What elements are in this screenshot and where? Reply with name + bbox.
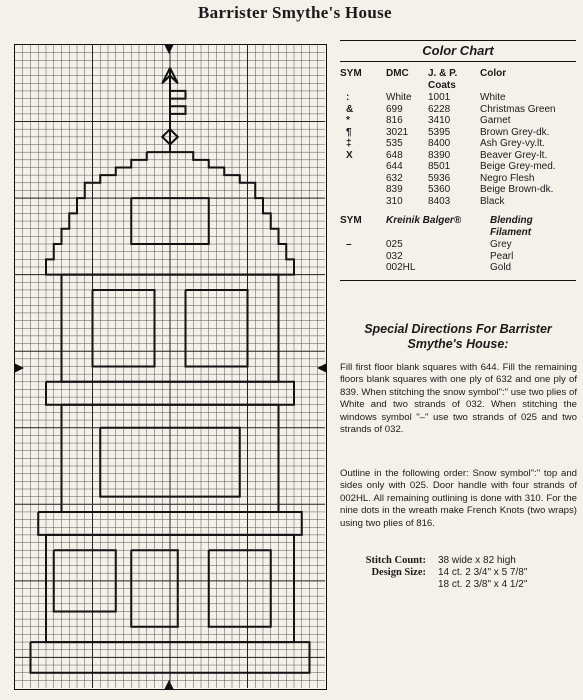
color-row-jp: 5936 [428, 172, 451, 184]
color-row-sym: : [346, 92, 350, 103]
stitch-count-value: 38 wide x 82 high [438, 555, 516, 566]
kreinik-row [340, 262, 576, 274]
color-row-color: Christmas Green [480, 103, 556, 115]
color-row [340, 92, 576, 104]
color-row-dmc: 839 [386, 184, 403, 195]
color-row-sym: ‡ [346, 138, 352, 149]
color-row-color: Ash Grey-vy.lt. [480, 138, 545, 149]
cross-stitch-chart [14, 44, 327, 690]
header-jp: J. & P. Coats [428, 68, 458, 91]
kreinik-header-brand: Kreinik Balger® [386, 215, 462, 226]
kreinik-row-name: Grey [490, 239, 512, 250]
center-arrow-right-icon [317, 363, 327, 373]
color-row-jp: 8403 [428, 195, 451, 207]
color-row-color: Garnet [480, 115, 511, 126]
kreinik-row [340, 251, 576, 263]
kreinik-table-header [340, 215, 576, 239]
color-row-sym [340, 173, 386, 185]
design-size-label: Design Size: [371, 567, 426, 578]
color-row [340, 173, 576, 185]
design-size-14ct: 14 ct. 2 3/4" x 5 7/8" [438, 567, 528, 578]
color-row-sym: ¶ [346, 126, 352, 138]
chart-grid [15, 45, 325, 688]
legend-divider [340, 280, 576, 281]
kreinik-row-sym [340, 251, 386, 263]
color-row-dmc: 3021 [386, 126, 409, 138]
design-size-18ct: 18 ct. 2 3/8" x 4 1/2" [438, 579, 528, 590]
kreinik-row [340, 239, 576, 251]
kreinik-row-code: 002HL [386, 262, 416, 273]
kreinik-row-name: Pearl [490, 250, 514, 262]
color-row-sym [340, 161, 386, 173]
color-row-sym: & [346, 103, 354, 115]
kreinik-header-sym: SYM [340, 215, 362, 226]
stitch-count-label: Stitch Count: [365, 555, 426, 566]
color-row-dmc: 648 [386, 149, 403, 161]
color-row [340, 196, 576, 208]
header-color: Color [480, 68, 507, 79]
color-row-jp: 8501 [428, 161, 451, 172]
color-row-dmc: 816 [386, 115, 403, 126]
stitch-info [340, 555, 577, 591]
center-arrow-top-icon [164, 44, 174, 54]
center-arrow-left-icon [14, 363, 24, 373]
kreinik-row-code: 032 [386, 250, 403, 262]
color-row-dmc: White [386, 92, 412, 103]
color-legend [340, 40, 576, 281]
color-row-color: Beige Grey-med. [480, 161, 556, 172]
color-row-sym: * [346, 115, 350, 126]
color-table-header [340, 62, 576, 92]
color-row-color: Beaver Grey-lt. [480, 149, 548, 161]
color-row-jp: 5395 [428, 126, 451, 138]
color-row-dmc: 632 [386, 172, 403, 184]
kreinik-row-code: 025 [386, 239, 403, 250]
color-row-jp: 1001 [428, 92, 451, 103]
color-table [340, 62, 576, 207]
color-row-jp: 5360 [428, 184, 451, 195]
kreinik-row-name: Gold [490, 262, 512, 273]
directions-paragraph-2: Outline in the following order: Snow symbol":" top and sides only with 025. Door handle with four strands of 002HL. All remaining outlining is done with 310. For the nine dots in the wreath make French Knots (two wraps) using two plies of 816. [340, 468, 577, 529]
color-row-sym: X [346, 149, 353, 161]
directions-title: Special Directions For Barrister Smythe's House: [364, 322, 552, 351]
color-row-jp: 3410 [428, 115, 451, 126]
color-chart-title: Color Chart [340, 40, 576, 62]
color-row-sym [340, 196, 386, 208]
color-row-dmc: 535 [386, 138, 403, 149]
color-row-jp: 8400 [428, 138, 451, 149]
color-row [340, 115, 576, 127]
pattern-title: Barrister Smythe's House [198, 3, 392, 22]
color-row-color: Black [480, 195, 505, 207]
color-row-color: Beige Brown-dk. [480, 184, 554, 195]
kreinik-row-sym: – [346, 239, 352, 250]
color-row-jp: 8390 [428, 149, 451, 161]
color-row [340, 104, 576, 116]
color-row [340, 161, 576, 173]
color-row-dmc: 644 [386, 161, 403, 172]
directions-paragraph-1: Fill first floor blank squares with 644. Fill the remaining floors blank squares with one ply of 632 and one ply of 839. When stitching the snow symbol":" use two plies of White and two strands of 032. When stitching the windows symbol "–" use two strands of 025 and two strands of 032. [340, 362, 577, 436]
color-row-jp: 6228 [428, 103, 451, 115]
kreinik-row-sym [340, 262, 386, 274]
color-row-dmc: 699 [386, 103, 403, 115]
color-row [340, 127, 576, 139]
center-arrow-bottom-icon [164, 680, 174, 690]
color-row-sym [340, 184, 386, 196]
kreinik-table [340, 215, 576, 274]
color-row [340, 150, 576, 162]
header-dmc: DMC [386, 68, 409, 79]
kreinik-header-blend: Blending Filament [490, 215, 533, 238]
color-row-dmc: 310 [386, 195, 403, 207]
color-row-color: White [480, 92, 506, 103]
header-sym: SYM [340, 68, 362, 79]
color-row-color: Negro Flesh [480, 172, 535, 184]
color-row-color: Brown Grey-dk. [480, 126, 550, 138]
color-row [340, 138, 576, 150]
color-row [340, 184, 576, 196]
